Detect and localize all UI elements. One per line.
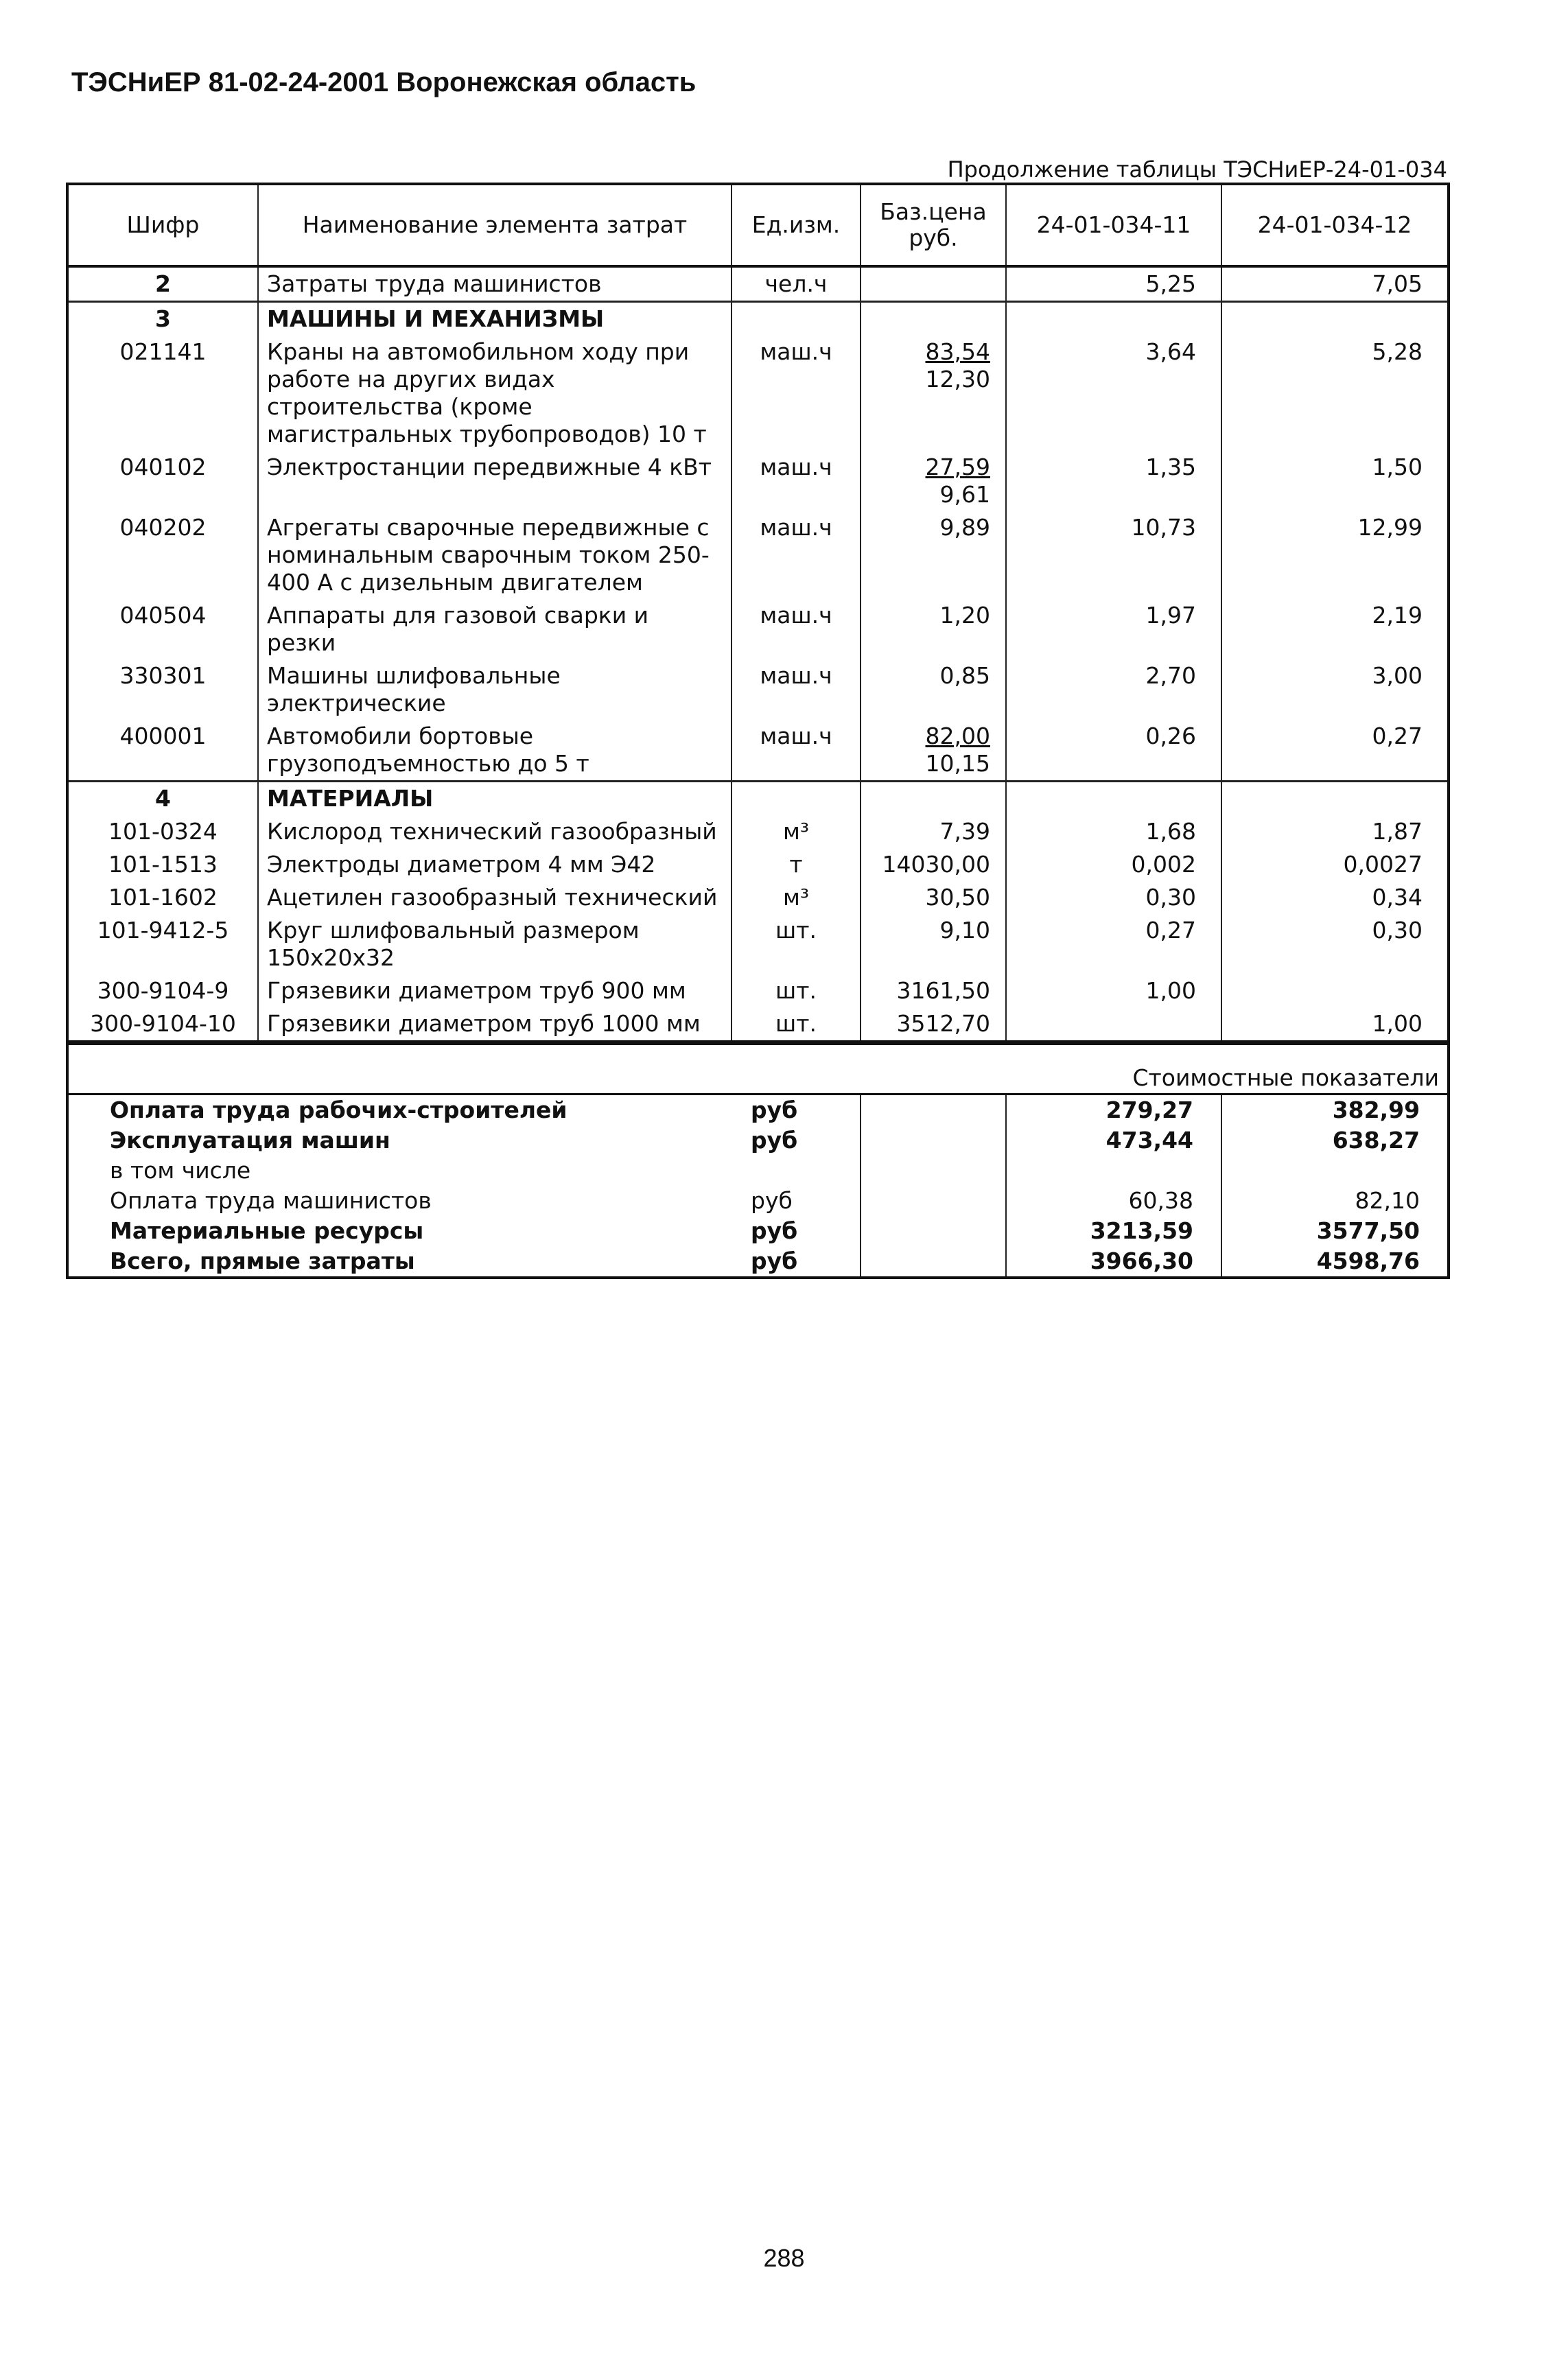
row-name: МАШИНЫ И МЕХАНИЗМЫ [258, 302, 732, 336]
row-unit: шт. [732, 974, 861, 1007]
row-code: 330301 [67, 659, 258, 720]
row-value-c2 [1221, 782, 1449, 816]
row-price-secondary: 10,15 [925, 750, 990, 777]
row-value-c1 [1006, 782, 1221, 816]
row-value-c2: 7,05 [1221, 266, 1449, 302]
row-code: 400001 [67, 720, 258, 782]
summary-label: Всего, прямые затраты [110, 1248, 415, 1274]
summary-value-c2: 382,99 [1221, 1094, 1449, 1126]
row-price-secondary: 12,30 [925, 366, 990, 393]
summary-value-c2: 638,27 [1221, 1125, 1449, 1156]
table-body [67, 266, 1449, 1042]
row-value-c1: 1,35 [1006, 451, 1221, 511]
row-value-c1 [1006, 1007, 1221, 1042]
row-price [861, 659, 1006, 720]
row-value-c1: 0,27 [1006, 914, 1221, 974]
row-price [861, 848, 1006, 881]
section-row [67, 302, 1449, 336]
row-unit: маш.ч [732, 720, 861, 782]
row-price-value: 9,89 [939, 514, 990, 541]
summary-row [67, 1246, 1449, 1278]
summary-value-c2: 4598,76 [1221, 1246, 1449, 1278]
column-header-c2: 24-01-034-12 [1221, 184, 1449, 266]
row-code: 040102 [67, 451, 258, 511]
column-header-unit: Ед.изм. [732, 184, 861, 266]
page-number: 288 [763, 2244, 805, 2272]
column-header-price: Баз.цена руб. [861, 184, 1006, 266]
row-value-c2 [1221, 302, 1449, 336]
row-code: 021141 [67, 336, 258, 451]
row-price [861, 599, 1006, 659]
row-price [861, 451, 1006, 511]
row-name: Грязевики диаметром труб 1000 мм [258, 1007, 732, 1042]
row-name: МАТЕРИАЛЫ [258, 782, 732, 816]
summary-label: в том числе [110, 1157, 251, 1184]
row-price [861, 881, 1006, 914]
row-code: 101-1513 [67, 848, 258, 881]
row-name: Агрегаты сварочные передвижные с номинальным сварочным током 250-400 А с дизельным двигателем [258, 511, 732, 599]
row-price [861, 815, 1006, 848]
row-value-c2 [1221, 974, 1449, 1007]
row-code: 040504 [67, 599, 258, 659]
row-price-value: 1,20 [939, 602, 990, 629]
row-unit: маш.ч [732, 451, 861, 511]
table-row [67, 848, 1449, 881]
row-price [861, 266, 1006, 302]
row-unit: м³ [732, 881, 861, 914]
table-header-row [67, 184, 1449, 266]
row-price [861, 720, 1006, 782]
row-name: Аппараты для газовой сварки и резки [258, 599, 732, 659]
row-unit: чел.ч [732, 266, 861, 302]
row-name: Краны на автомобильном ходу при работе на других видах строительства (кроме магистральных трубопроводов) 10 т [258, 336, 732, 451]
row-value-c1: 5,25 [1006, 266, 1221, 302]
row-name: Автомобили бортовые грузоподъемностью до 5 т [258, 720, 732, 782]
summary-value-c2 [1221, 1156, 1449, 1186]
row-price [861, 336, 1006, 451]
summary-value-c1 [1006, 1156, 1221, 1186]
summary-price [861, 1094, 1006, 1126]
row-unit: маш.ч [732, 659, 861, 720]
row-price [861, 974, 1006, 1007]
row-price-value: 3512,70 [896, 1010, 990, 1037]
row-name: Затраты труда машинистов [258, 266, 732, 302]
table-row [67, 451, 1449, 511]
row-price [861, 1007, 1006, 1042]
row-name: Кислород технический газообразный [258, 815, 732, 848]
row-value-c2: 0,34 [1221, 881, 1449, 914]
row-price-value: 3161,50 [896, 977, 990, 1004]
row-price-value: 0,85 [939, 662, 990, 689]
row-name: Круг шлифовальный размером 150х20х32 [258, 914, 732, 974]
summary-price [861, 1246, 1006, 1278]
summary-price [861, 1186, 1006, 1216]
table-row [67, 511, 1449, 599]
row-value-c1: 1,68 [1006, 815, 1221, 848]
row-name: Ацетилен газообразный технический [258, 881, 732, 914]
table-row [67, 336, 1449, 451]
summary-label: Материальные ресурсы [110, 1217, 424, 1244]
row-price [861, 511, 1006, 599]
summary-label: Оплата труда машинистов [110, 1187, 432, 1214]
row-code: 4 [67, 782, 258, 816]
row-price [861, 782, 1006, 816]
row-name: Электростанции передвижные 4 кВт [258, 451, 732, 511]
summary-row [67, 1125, 1449, 1156]
row-code: 300-9104-9 [67, 974, 258, 1007]
summary-body [67, 1094, 1449, 1278]
row-price-value: 9,10 [939, 917, 990, 944]
row-value-c1: 10,73 [1006, 511, 1221, 599]
row-value-c2: 0,0027 [1221, 848, 1449, 881]
row-code: 040202 [67, 511, 258, 599]
table-row [67, 659, 1449, 720]
summary-value-c1: 473,44 [1006, 1125, 1221, 1156]
row-value-c1: 3,64 [1006, 336, 1221, 451]
row-value-c1: 1,00 [1006, 974, 1221, 1007]
norms-table [66, 183, 1450, 1043]
row-unit: т [732, 848, 861, 881]
summary-value-c1: 60,38 [1006, 1186, 1221, 1216]
column-header-name: Наименование элемента затрат [258, 184, 732, 266]
row-price-value: 30,50 [925, 884, 990, 911]
row-unit: маш.ч [732, 511, 861, 599]
summary-row [67, 1186, 1449, 1216]
row-unit: шт. [732, 914, 861, 974]
row-value-c1: 0,002 [1006, 848, 1221, 881]
summary-row [67, 1216, 1449, 1246]
row-unit: маш.ч [732, 336, 861, 451]
row-name: Грязевики диаметром труб 900 мм [258, 974, 732, 1007]
row-value-c2: 3,00 [1221, 659, 1449, 720]
table-row [67, 1007, 1449, 1042]
row-unit: маш.ч [732, 599, 861, 659]
summary-label: Оплата труда рабочих-строителей [110, 1097, 567, 1123]
summary-value-c1: 3213,59 [1006, 1216, 1221, 1246]
summary-price [861, 1125, 1006, 1156]
row-unit [732, 302, 861, 336]
row-code: 101-0324 [67, 815, 258, 848]
row-value-c2: 1,00 [1221, 1007, 1449, 1042]
table-row [67, 914, 1449, 974]
table-row [67, 720, 1449, 782]
row-value-c1 [1006, 302, 1221, 336]
row-value-c1: 1,97 [1006, 599, 1221, 659]
table-row [67, 881, 1449, 914]
summary-price [861, 1216, 1006, 1246]
row-value-c2: 12,99 [1221, 511, 1449, 599]
row-price [861, 302, 1006, 336]
page-title: ТЭСНиЕР 81-02-24-2001 Воронежская область [71, 67, 697, 97]
table-row [67, 974, 1449, 1007]
row-unit: м³ [732, 815, 861, 848]
row-name: Машины шлифовальные электрические [258, 659, 732, 720]
summary-unit: руб [751, 1127, 798, 1154]
summary-value-c1: 3966,30 [1006, 1246, 1221, 1278]
section-row [67, 266, 1449, 302]
column-header-code: Шифр [67, 184, 258, 266]
row-name: Электроды диаметром 4 мм Э42 [258, 848, 732, 881]
summary-unit: руб [751, 1248, 798, 1274]
row-code: 101-1602 [67, 881, 258, 914]
section-row [67, 782, 1449, 816]
table-row [67, 599, 1449, 659]
summary-row [67, 1156, 1449, 1186]
summary-price [861, 1156, 1006, 1186]
table-caption: Продолжение таблицы ТЭСНиЕР-24-01-034 [947, 156, 1447, 183]
summary-caption: Стоимостные показатели [1006, 1063, 1449, 1094]
summary-unit: руб [751, 1187, 793, 1214]
row-value-c1: 0,30 [1006, 881, 1221, 914]
row-price-secondary: 9,61 [939, 481, 990, 508]
row-price-value: 27,59 [925, 454, 990, 480]
row-price-value: 83,54 [925, 338, 990, 365]
summary-unit: руб [751, 1217, 798, 1244]
summary-unit [732, 1156, 861, 1186]
row-value-c2: 1,87 [1221, 815, 1449, 848]
row-value-c2: 0,27 [1221, 720, 1449, 782]
row-code: 101-9412-5 [67, 914, 258, 974]
row-value-c1: 0,26 [1006, 720, 1221, 782]
row-value-c2: 0,30 [1221, 914, 1449, 974]
row-price-value: 7,39 [939, 818, 990, 845]
row-price-value: 82,00 [925, 723, 990, 749]
row-code: 3 [67, 302, 258, 336]
row-unit: шт. [732, 1007, 861, 1042]
summary-value-c1: 279,27 [1006, 1094, 1221, 1126]
row-code: 300-9104-10 [67, 1007, 258, 1042]
row-unit [732, 782, 861, 816]
column-header-c1: 24-01-034-11 [1006, 184, 1221, 266]
cost-summary-table [66, 1043, 1450, 1279]
summary-value-c2: 3577,50 [1221, 1216, 1449, 1246]
row-value-c2: 5,28 [1221, 336, 1449, 451]
table-row [67, 815, 1449, 848]
row-code: 2 [67, 266, 258, 302]
row-value-c2: 1,50 [1221, 451, 1449, 511]
row-value-c1: 2,70 [1006, 659, 1221, 720]
norms-table-container [66, 183, 1447, 1279]
row-value-c2: 2,19 [1221, 599, 1449, 659]
summary-label: Эксплуатация машин [110, 1127, 390, 1154]
row-price [861, 914, 1006, 974]
summary-value-c2: 82,10 [1221, 1186, 1449, 1216]
summary-unit: руб [751, 1097, 798, 1123]
row-price-value: 14030,00 [882, 851, 990, 878]
summary-row [67, 1094, 1449, 1126]
